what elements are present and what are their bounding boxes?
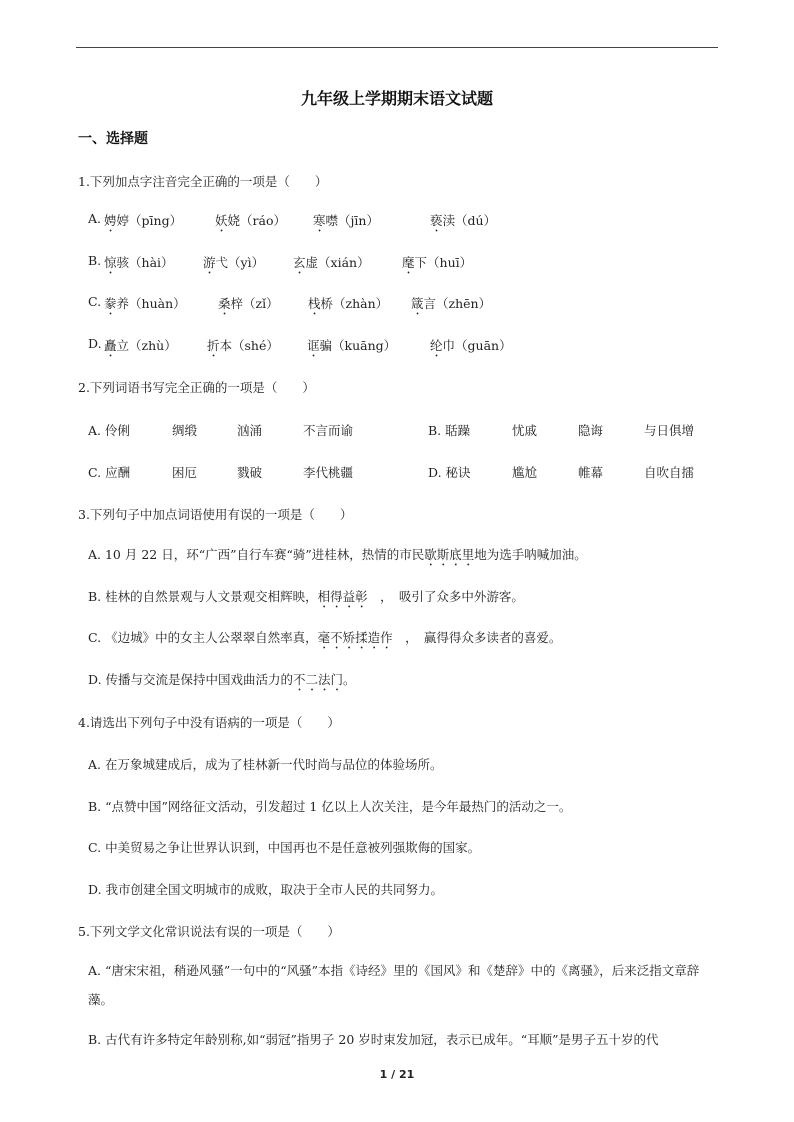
q2-a-word-2: 绸缎 <box>172 423 198 438</box>
question-1-stem: 1.下列加点字注音完全正确的一项是（ ） <box>78 174 328 189</box>
q1-b-item-1: 惊骇（hài） <box>104 255 174 270</box>
option-label: C. <box>88 294 102 309</box>
q1-c-item-4: 箴言（zhēn） <box>411 296 492 311</box>
option-label: D. <box>88 336 102 351</box>
q3-option-b: B. 桂林的自然景观与人文景观交相辉映，相得益彰 ， 吸引了众多中外游客。 <box>88 589 524 604</box>
q1-a-item-1: 娉婷（pīng） <box>104 213 183 228</box>
q1-c-item-1: 豢养（huàn） <box>104 296 186 311</box>
question-4-stem: 4.请选出下列句子中没有语病的一项是（ ） <box>78 715 340 730</box>
q1-b-item-3: 玄虚（xián） <box>293 255 370 270</box>
q3-option-d: D. 传播与交流是保持中国戏曲活力的不二法门。 <box>88 672 356 687</box>
q4-option-b: B. “点赞中国”网络征文活动，引发超过 1 亿以上人次关注，是今年最热门的活动之一。 <box>88 799 572 814</box>
q3-option-a: A. 10 月 22 日，环“广西”自行车赛“骑”进桂林，热情的市民歇斯底里地为选手呐喊加油。 <box>88 547 587 562</box>
header-rule <box>76 47 718 48</box>
q2-a-word-1: A. 伶俐 <box>88 423 130 438</box>
q2-c-word-2: 困厄 <box>172 465 198 480</box>
q2-c-word-3: 戮破 <box>237 465 263 480</box>
q2-d-word-4: 自吹自擂 <box>644 465 695 480</box>
q2-b-word-2: 忧戚 <box>512 423 538 438</box>
q1-d-item-1: 矗立（zhù） <box>104 338 177 353</box>
q3-option-c: C. 《边城》中的女主人公翠翠自然率真，毫不矫揉造作 ， 赢得得众多读者的喜爱。 <box>88 630 562 645</box>
q1-a-item-3: 寒噤（jīn） <box>313 213 379 228</box>
q1-b-item-2: 游弋（yì） <box>203 255 265 270</box>
q5-option-b: B. 古代有许多特定年龄别称,如“弱冠”指男子 20 岁时束发加冠，表示已成年。“耳顺”是男子五十岁的代 <box>88 1032 659 1047</box>
q2-b-word-1: B. 聒躁 <box>428 423 471 438</box>
question-2-stem: 2.下列词语书写完全正确的一项是（ ） <box>78 380 315 395</box>
q2-a-word-3: 汹涌 <box>237 423 263 438</box>
q1-d-item-4: 纶巾（guān） <box>430 338 512 353</box>
q1-a-item-2: 妖娆（ráo） <box>215 213 286 228</box>
q5-option-a: A. “唐宋宋祖，稍逊风骚”一句中的“风骚”本指《诗经》里的《国风》和《楚辞》中的《离骚》，后来泛指文章辞藻。 <box>88 963 700 1007</box>
question-3-stem: 3.下列句子中加点词语使用有误的一项是（ ） <box>78 507 353 522</box>
q2-c-word-4: 李代桃疆 <box>303 465 354 480</box>
option-label: B. <box>88 253 102 268</box>
question-5-stem: 5.下列文学文化常识说法有误的一项是（ ） <box>78 924 340 939</box>
q1-c-item-2: 桑梓（zǐ） <box>218 296 279 311</box>
q1-d-item-2: 折本（shé） <box>207 338 279 353</box>
q2-d-word-3: 帷幕 <box>578 465 604 480</box>
q1-b-item-4: 麾下（huī） <box>402 255 473 270</box>
section-heading: 一、选择题 <box>78 131 148 147</box>
page-number: 1 / 21 <box>379 1068 415 1081</box>
q2-d-word-2: 尴尬 <box>512 465 538 480</box>
q2-b-word-3: 隐诲 <box>578 423 604 438</box>
q1-c-item-3: 栈桥（zhàn） <box>308 296 389 311</box>
option-label: A. <box>88 211 102 226</box>
q4-option-a: A. 在万象城建成后，成为了桂林新一代时尚与品位的体验场所。 <box>88 757 443 772</box>
q4-option-c: C. 中美贸易之争让世界认识到，中国再也不是任意被列强欺侮的国家。 <box>88 840 481 855</box>
q1-a-item-4: 亵渎（dú） <box>430 213 497 228</box>
q2-c-word-1: C. 应酬 <box>88 465 131 480</box>
q4-option-d: D. 我市创建全国文明城市的成败，取决于全市人民的共同努力。 <box>88 882 444 897</box>
q1-d-item-3: 诓骗（kuāng） <box>307 338 397 353</box>
q2-a-word-4: 不言而谕 <box>303 423 354 438</box>
q2-b-word-4: 与日俱增 <box>644 423 695 438</box>
page-title: 九年级上学期期末语文试题 <box>300 89 493 108</box>
q2-d-word-1: D. 秘诀 <box>428 465 471 480</box>
